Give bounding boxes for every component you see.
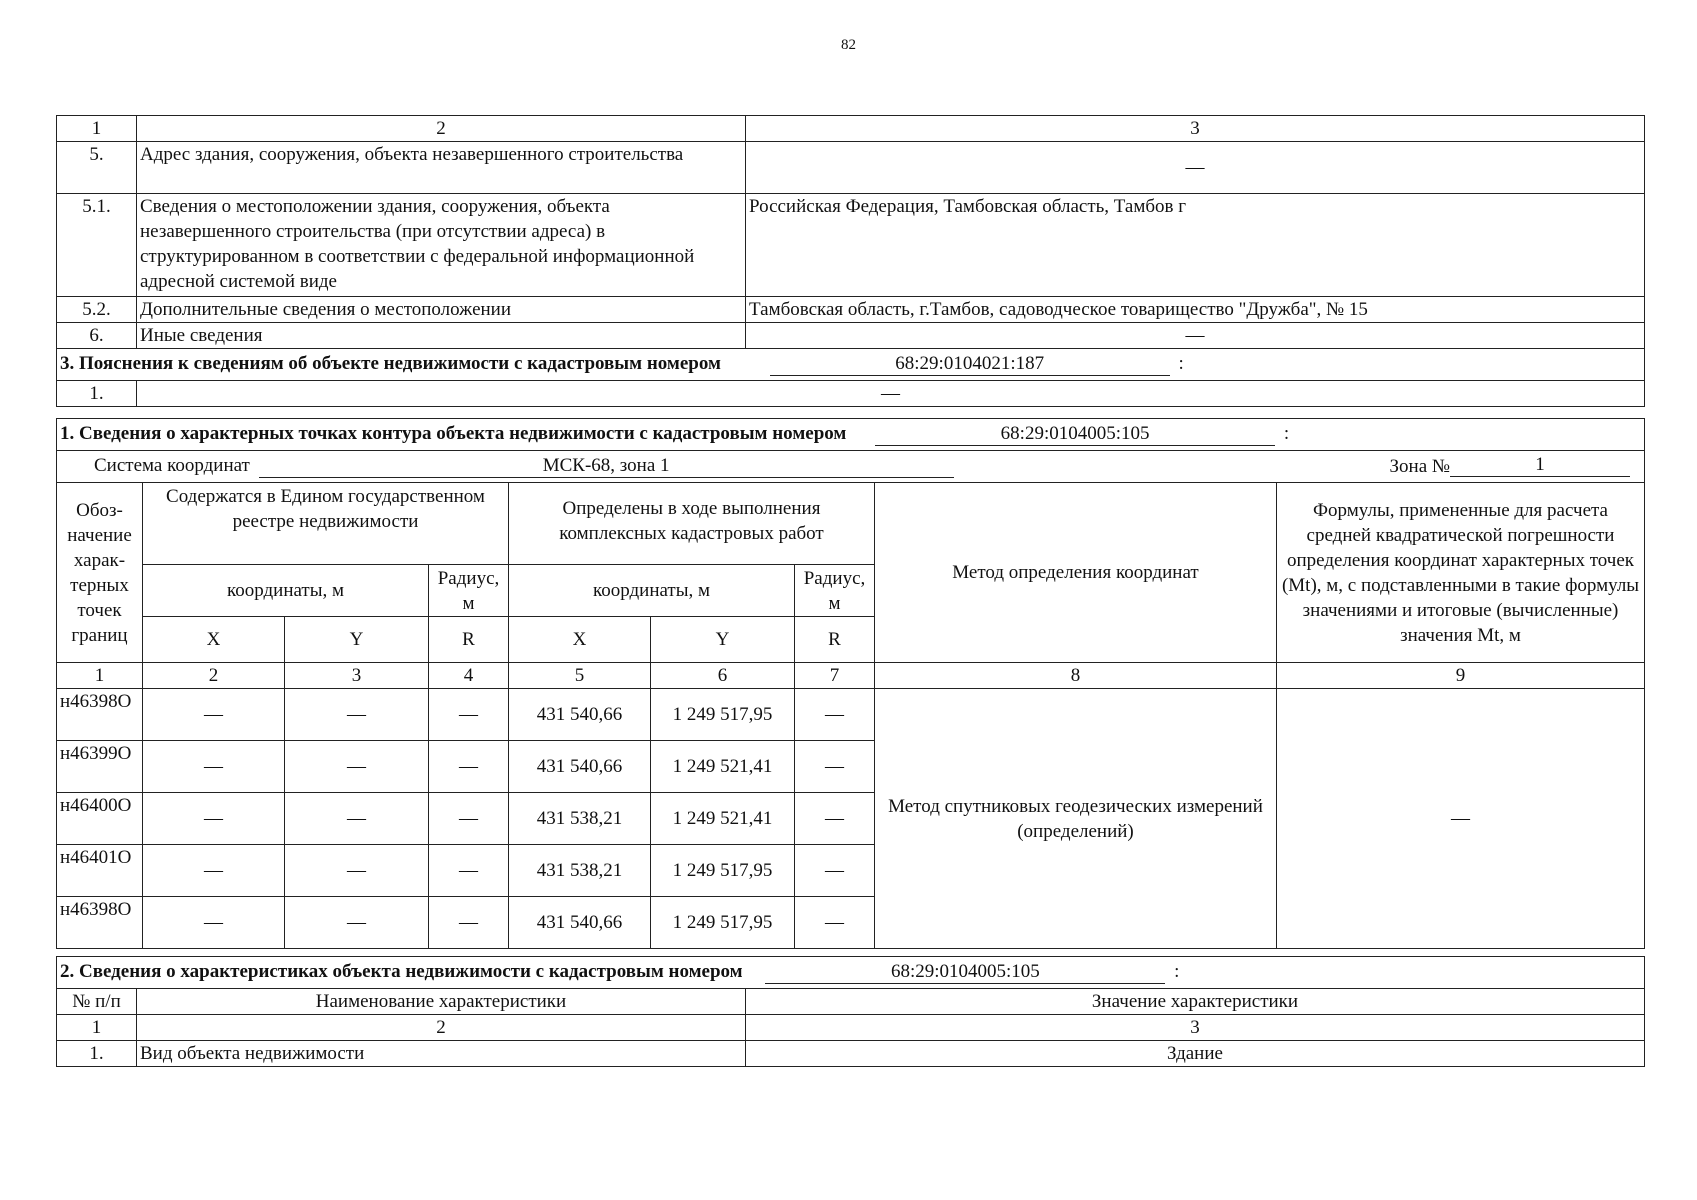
coord-system-row [57, 451, 1645, 483]
header-col-1: 1 [57, 116, 137, 142]
header-name: Наименование характеристики [137, 989, 746, 1015]
characteristics-section [56, 956, 1644, 1067]
point-name: н46398О [57, 897, 143, 949]
point-x-egrn: — [143, 689, 285, 741]
point-r-kkr: — [795, 845, 875, 897]
header-value: Значение характеристики [746, 989, 1645, 1015]
point-y-egrn: — [285, 793, 429, 845]
point-y-egrn: — [285, 897, 429, 949]
row-name: Вид объекта недвижимости [137, 1041, 746, 1067]
point-x-kkr: 431 538,21 [509, 793, 651, 845]
point-x-kkr: 431 540,66 [509, 741, 651, 793]
row-value: Российская Федерация, Тамбовская область, Тамбов г [746, 194, 1645, 297]
point-r-egrn: — [429, 793, 509, 845]
row-value: — [746, 323, 1645, 349]
section3-title-row [57, 349, 1645, 381]
points-section [56, 418, 1644, 949]
point-r-egrn: — [429, 741, 509, 793]
col-num: 1 [57, 1015, 137, 1041]
section2-title-row [57, 957, 1645, 989]
section1-title: 1. Сведения о характерных точках контура объекта недвижимости с кадастровым номером [60, 423, 847, 444]
col-num: 4 [429, 663, 509, 689]
point-r-egrn: — [429, 845, 509, 897]
header-coords-kkr: координаты, м [509, 565, 795, 617]
page-number: 82 [841, 37, 856, 53]
point-x-kkr: 431 540,66 [509, 689, 651, 741]
header-r-egrn: R [429, 617, 509, 663]
col-num: 2 [137, 1015, 746, 1041]
header-designation: Обоз-начение харак-терных точек границ [57, 483, 143, 663]
header-num: № п/п [57, 989, 137, 1015]
header-x-kkr: X [509, 617, 651, 663]
col-num: 1 [57, 663, 143, 689]
section1-title-row [57, 419, 1645, 451]
section3-colon: : [1178, 353, 1184, 374]
table-row [57, 689, 1645, 741]
point-y-egrn: — [285, 845, 429, 897]
col-num: 3 [746, 1015, 1645, 1041]
header-kkr: Определены в ходе выполнения комплексных кадастровых работ [509, 483, 875, 565]
point-y-kkr: 1 249 517,95 [651, 689, 795, 741]
point-r-egrn: — [429, 897, 509, 949]
point-x-egrn: — [143, 845, 285, 897]
header-r-kkr: R [795, 617, 875, 663]
point-name: н46400О [57, 793, 143, 845]
point-x-egrn: — [143, 793, 285, 845]
row-value: Здание [746, 1041, 1645, 1067]
row-num: 5.2. [57, 297, 137, 323]
header-col-3: 3 [746, 116, 1645, 142]
point-name: н46401О [57, 845, 143, 897]
header-x-egrn: X [143, 617, 285, 663]
col-num: 8 [875, 663, 1277, 689]
zone-label: Зона № [1389, 456, 1451, 477]
row-num: 1. [57, 1041, 137, 1067]
point-y-kkr: 1 249 521,41 [651, 793, 795, 845]
section3-cadastral-number: 68:29:0104021:187 [770, 353, 1170, 376]
point-name: н46398О [57, 689, 143, 741]
section2-cadastral-number: 68:29:0104005:105 [765, 961, 1165, 984]
point-x-egrn: — [143, 897, 285, 949]
point-x-kkr: 431 538,21 [509, 845, 651, 897]
row-name: Дополнительные сведения о местоположении [137, 297, 746, 323]
point-r-kkr: — [795, 793, 875, 845]
header-radius-kkr: Радиус, м [795, 565, 875, 617]
zone-value: 1 [1450, 454, 1630, 477]
section3-row-value: — [137, 381, 1645, 407]
point-r-egrn: — [429, 689, 509, 741]
point-y-egrn: — [285, 689, 429, 741]
point-r-kkr: — [795, 741, 875, 793]
section1-cadastral-number: 68:29:0104005:105 [875, 423, 1275, 446]
row-name: Адрес здания, сооружения, объекта незавершенного строительства [137, 142, 746, 194]
section1-colon: : [1283, 423, 1290, 444]
point-x-egrn: — [143, 741, 285, 793]
col-num: 3 [285, 663, 429, 689]
point-r-kkr: — [795, 689, 875, 741]
coord-system-value: МСК-68, зона 1 [259, 455, 954, 478]
point-y-kkr: 1 249 521,41 [651, 741, 795, 793]
row-value: Тамбовская область, г.Тамбов, садоводческое товарищество "Дружба", № 15 [746, 297, 1645, 323]
point-x-kkr: 431 540,66 [509, 897, 651, 949]
section3-row-num: 1. [57, 381, 137, 407]
row-value: — [746, 142, 1645, 194]
header-egrn: Содержатся в Едином государственном реестре недвижимости [143, 483, 509, 565]
header-col-2: 2 [137, 116, 746, 142]
point-y-kkr: 1 249 517,95 [651, 897, 795, 949]
col-num: 9 [1277, 663, 1645, 689]
row-num: 5. [57, 142, 137, 194]
point-r-kkr: — [795, 897, 875, 949]
col-num: 2 [143, 663, 285, 689]
section2-colon: : [1174, 961, 1180, 982]
formula-value: — [1277, 689, 1645, 949]
header-method: Метод определения координат [875, 483, 1277, 663]
header-formulas: Формулы, примененные для расчета средней квадратической погрешности определения координат характерных точек (Mt), м, с подставленными в такие формулы значениями и итоговые (вычисленные) значения Mt, м [1277, 483, 1645, 663]
row-num: 6. [57, 323, 137, 349]
table-row [57, 1041, 1645, 1067]
header-coords-egrn: координаты, м [143, 565, 429, 617]
address-table [56, 115, 1644, 407]
col-num: 7 [795, 663, 875, 689]
coord-system-label: Система координат [94, 455, 250, 476]
col-num: 6 [651, 663, 795, 689]
row-name: Сведения о местоположении здания, сооружения, объекта незавершенного строительства (при отсутствии адреса) в структурированном в соответствии с федеральной информационной адресной системой виде [137, 194, 746, 297]
row-num: 5.1. [57, 194, 137, 297]
method-value: Метод спутниковых геодезических измерений (определений) [875, 689, 1277, 949]
header-radius-egrn: Радиус, м [429, 565, 509, 617]
row-name: Иные сведения [137, 323, 746, 349]
point-y-egrn: — [285, 741, 429, 793]
point-y-kkr: 1 249 517,95 [651, 845, 795, 897]
point-name: н46399О [57, 741, 143, 793]
header-y-kkr: Y [651, 617, 795, 663]
col-num: 5 [509, 663, 651, 689]
section3-title: 3. Пояснения к сведениям об объекте недвижимости с кадастровым номером [60, 353, 721, 374]
header-y-egrn: Y [285, 617, 429, 663]
section2-title: 2. Сведения о характеристиках объекта недвижимости с кадастровым номером [60, 961, 743, 982]
